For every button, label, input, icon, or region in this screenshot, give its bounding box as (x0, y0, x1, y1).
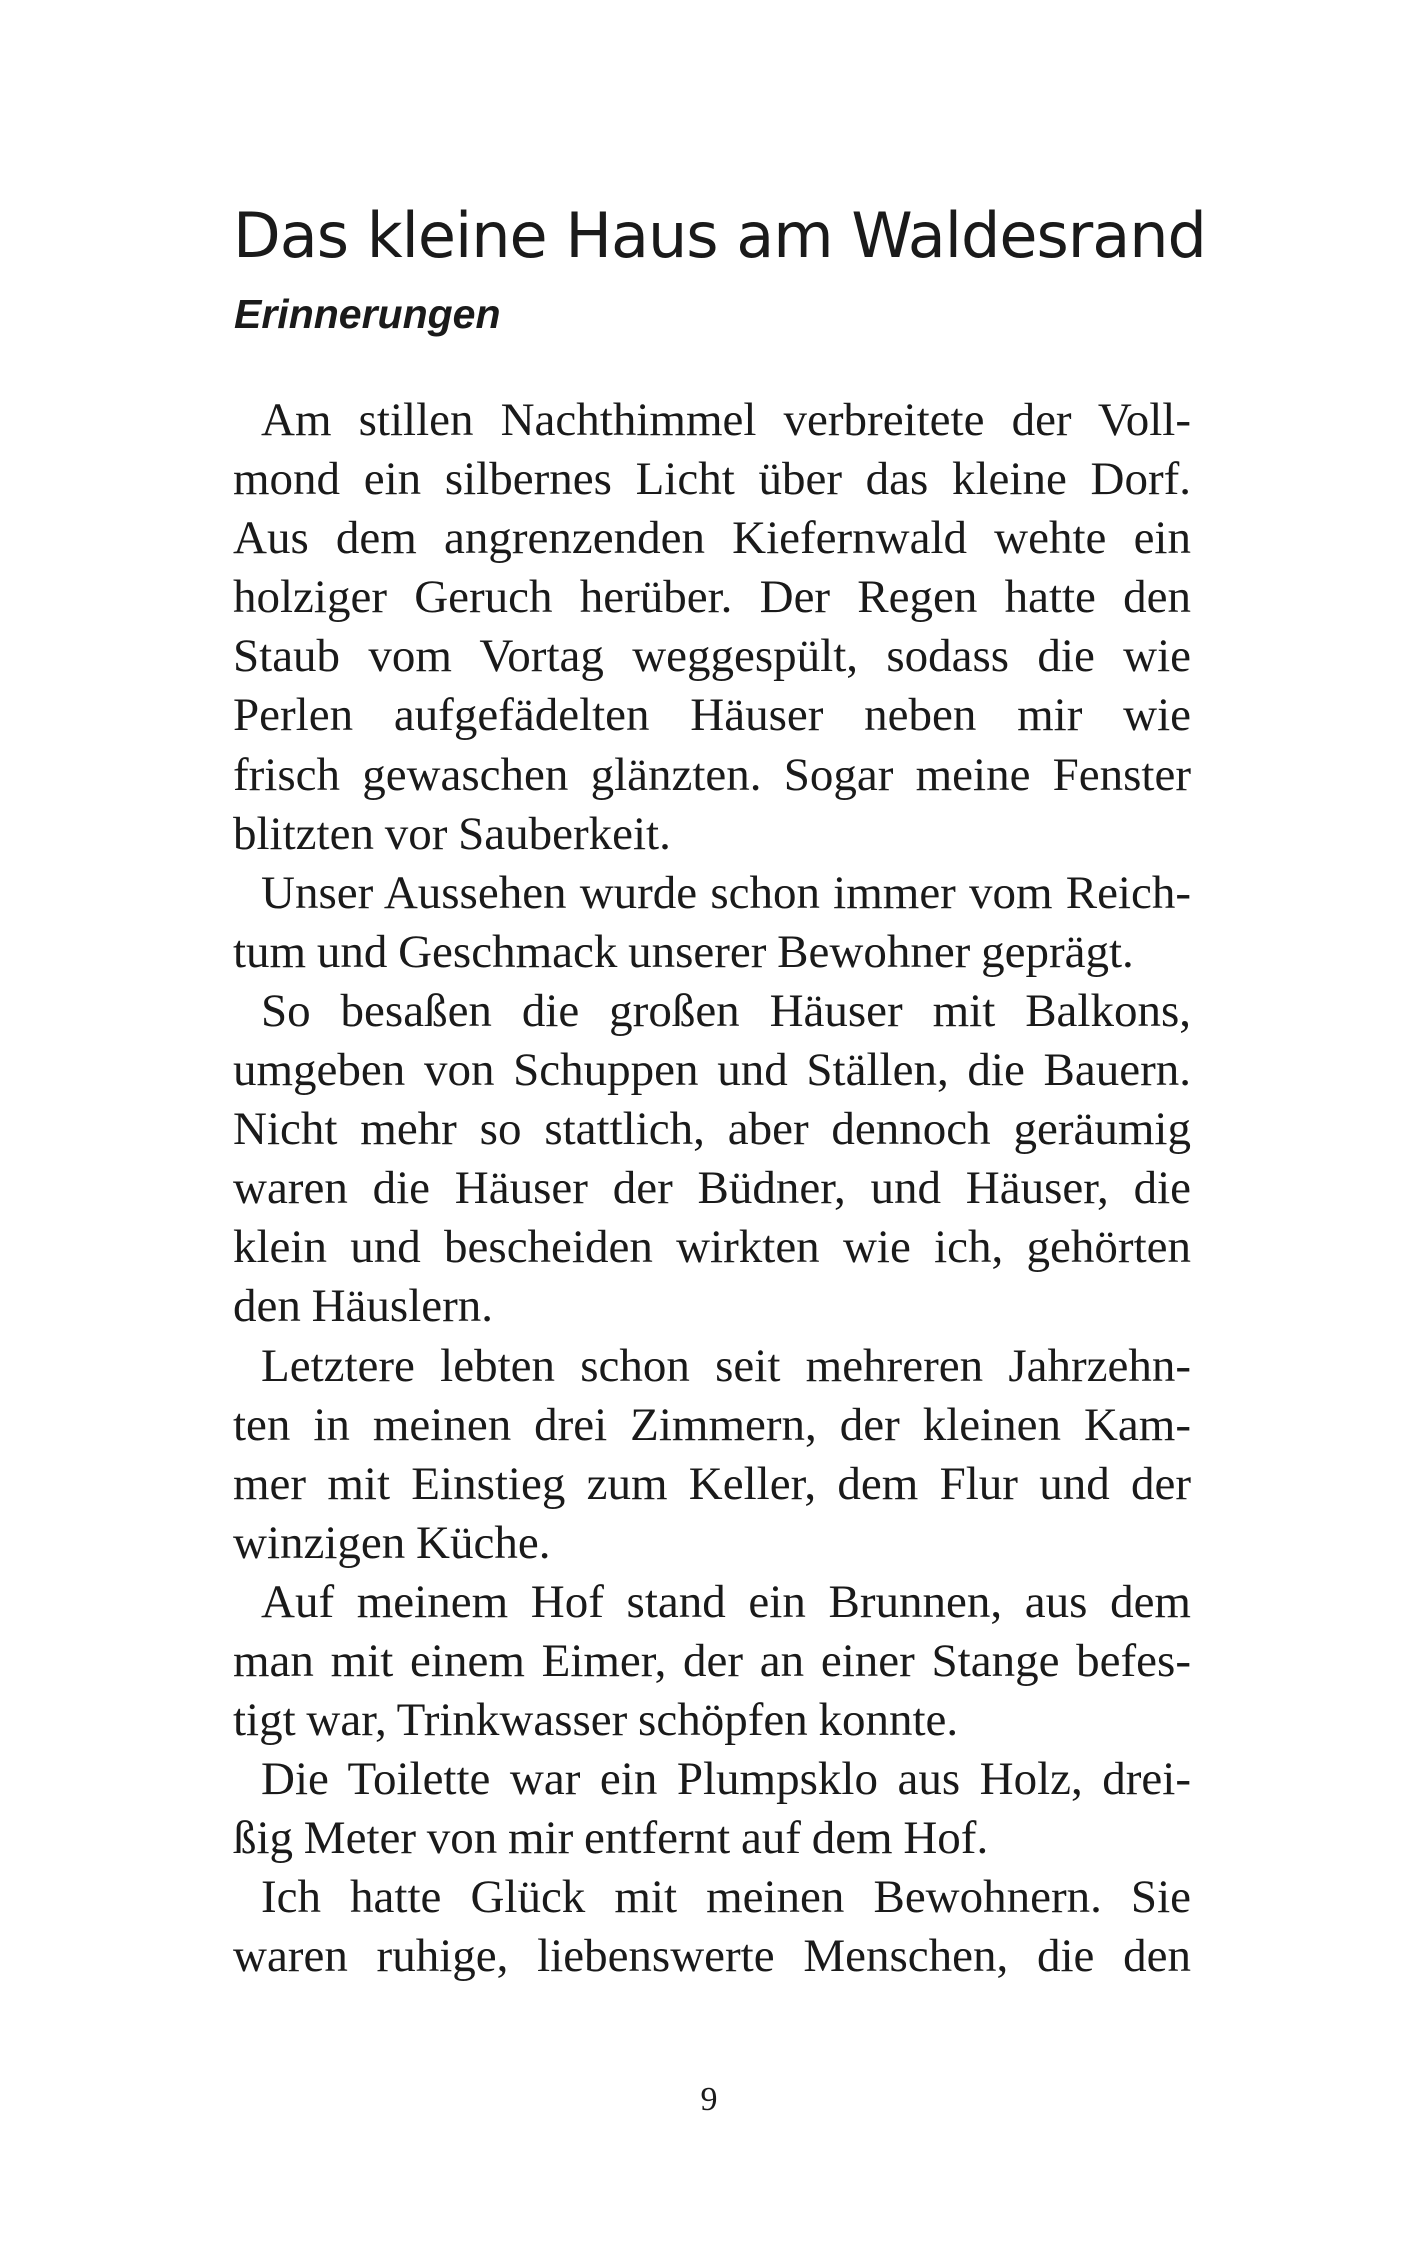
text-line: winzigen Küche. (233, 1516, 551, 1569)
text-line: Perlen aufgefädelten Häuser neben mir wie (233, 689, 1191, 742)
text-line: Nicht mehr so stattlich, aber dennoch geräumig (233, 1103, 1191, 1156)
text-line: waren die Häuser der Büdner, und Häuser, die (233, 1162, 1191, 1215)
text-line: So besaßen die großen Häuser mit Balkons, (261, 984, 1191, 1037)
text-line: Letztere lebten schon seit mehreren Jahrzehn- (261, 1339, 1191, 1392)
page-number: 9 (700, 2081, 718, 2118)
text-line: Die Toilette war ein Plumpsklo aus Holz, drei- (261, 1753, 1191, 1806)
text-line: mer mit Einstieg zum Keller, dem Flur und der (233, 1457, 1191, 1510)
body-text (233, 391, 1191, 1987)
text-line: Am stillen Nachthimmel verbreitete der Voll- (261, 394, 1191, 446)
text-line: Auf meinem Hof stand ein Brunnen, aus dem (261, 1575, 1191, 1628)
text-line: Ich hatte Glück mit meinen Bewohnern. Sie (261, 1871, 1191, 1924)
text-line: man mit einem Eimer, der an einer Stange befes- (233, 1634, 1191, 1687)
text-line: mond ein silbernes Licht über das kleine Dorf. (233, 453, 1191, 506)
text-line: Aus dem angrenzenden Kiefernwald wehte ein (233, 512, 1191, 565)
text-line: holziger Geruch herüber. Der Regen hatte den (233, 571, 1191, 624)
text-line: waren ruhige, liebenswerte Menschen, die den (233, 1930, 1191, 1983)
chapter-subtitle: Erinnerungen (234, 291, 501, 337)
text-line: Staub vom Vortag weggespült, sodass die wie (233, 630, 1191, 683)
text-line: frisch gewaschen glänzten. Sogar meine Fenster (233, 748, 1191, 801)
chapter-title: Das kleine Haus am Waldesrand (233, 199, 1206, 272)
text-line: tigt war, Trinkwasser schöpfen konnte. (233, 1694, 959, 1747)
text-line: tum und Geschmack unserer Bewohner geprägt. (233, 925, 1134, 978)
text-line: umgeben von Schuppen und Ställen, die Bauern. (233, 1044, 1191, 1097)
text-line: den Häuslern. (233, 1280, 494, 1333)
text-line: ten in meinen drei Zimmern, der kleinen Kam- (233, 1398, 1191, 1451)
text-line: ßig Meter von mir entfernt auf dem Hof. (233, 1812, 989, 1865)
text-line: klein und bescheiden wirkten wie ich, gehörten (233, 1221, 1191, 1274)
text-line: blitzten vor Sauberkeit. (233, 807, 671, 860)
text-line: Unser Aussehen wurde schon immer vom Reich- (261, 866, 1191, 919)
